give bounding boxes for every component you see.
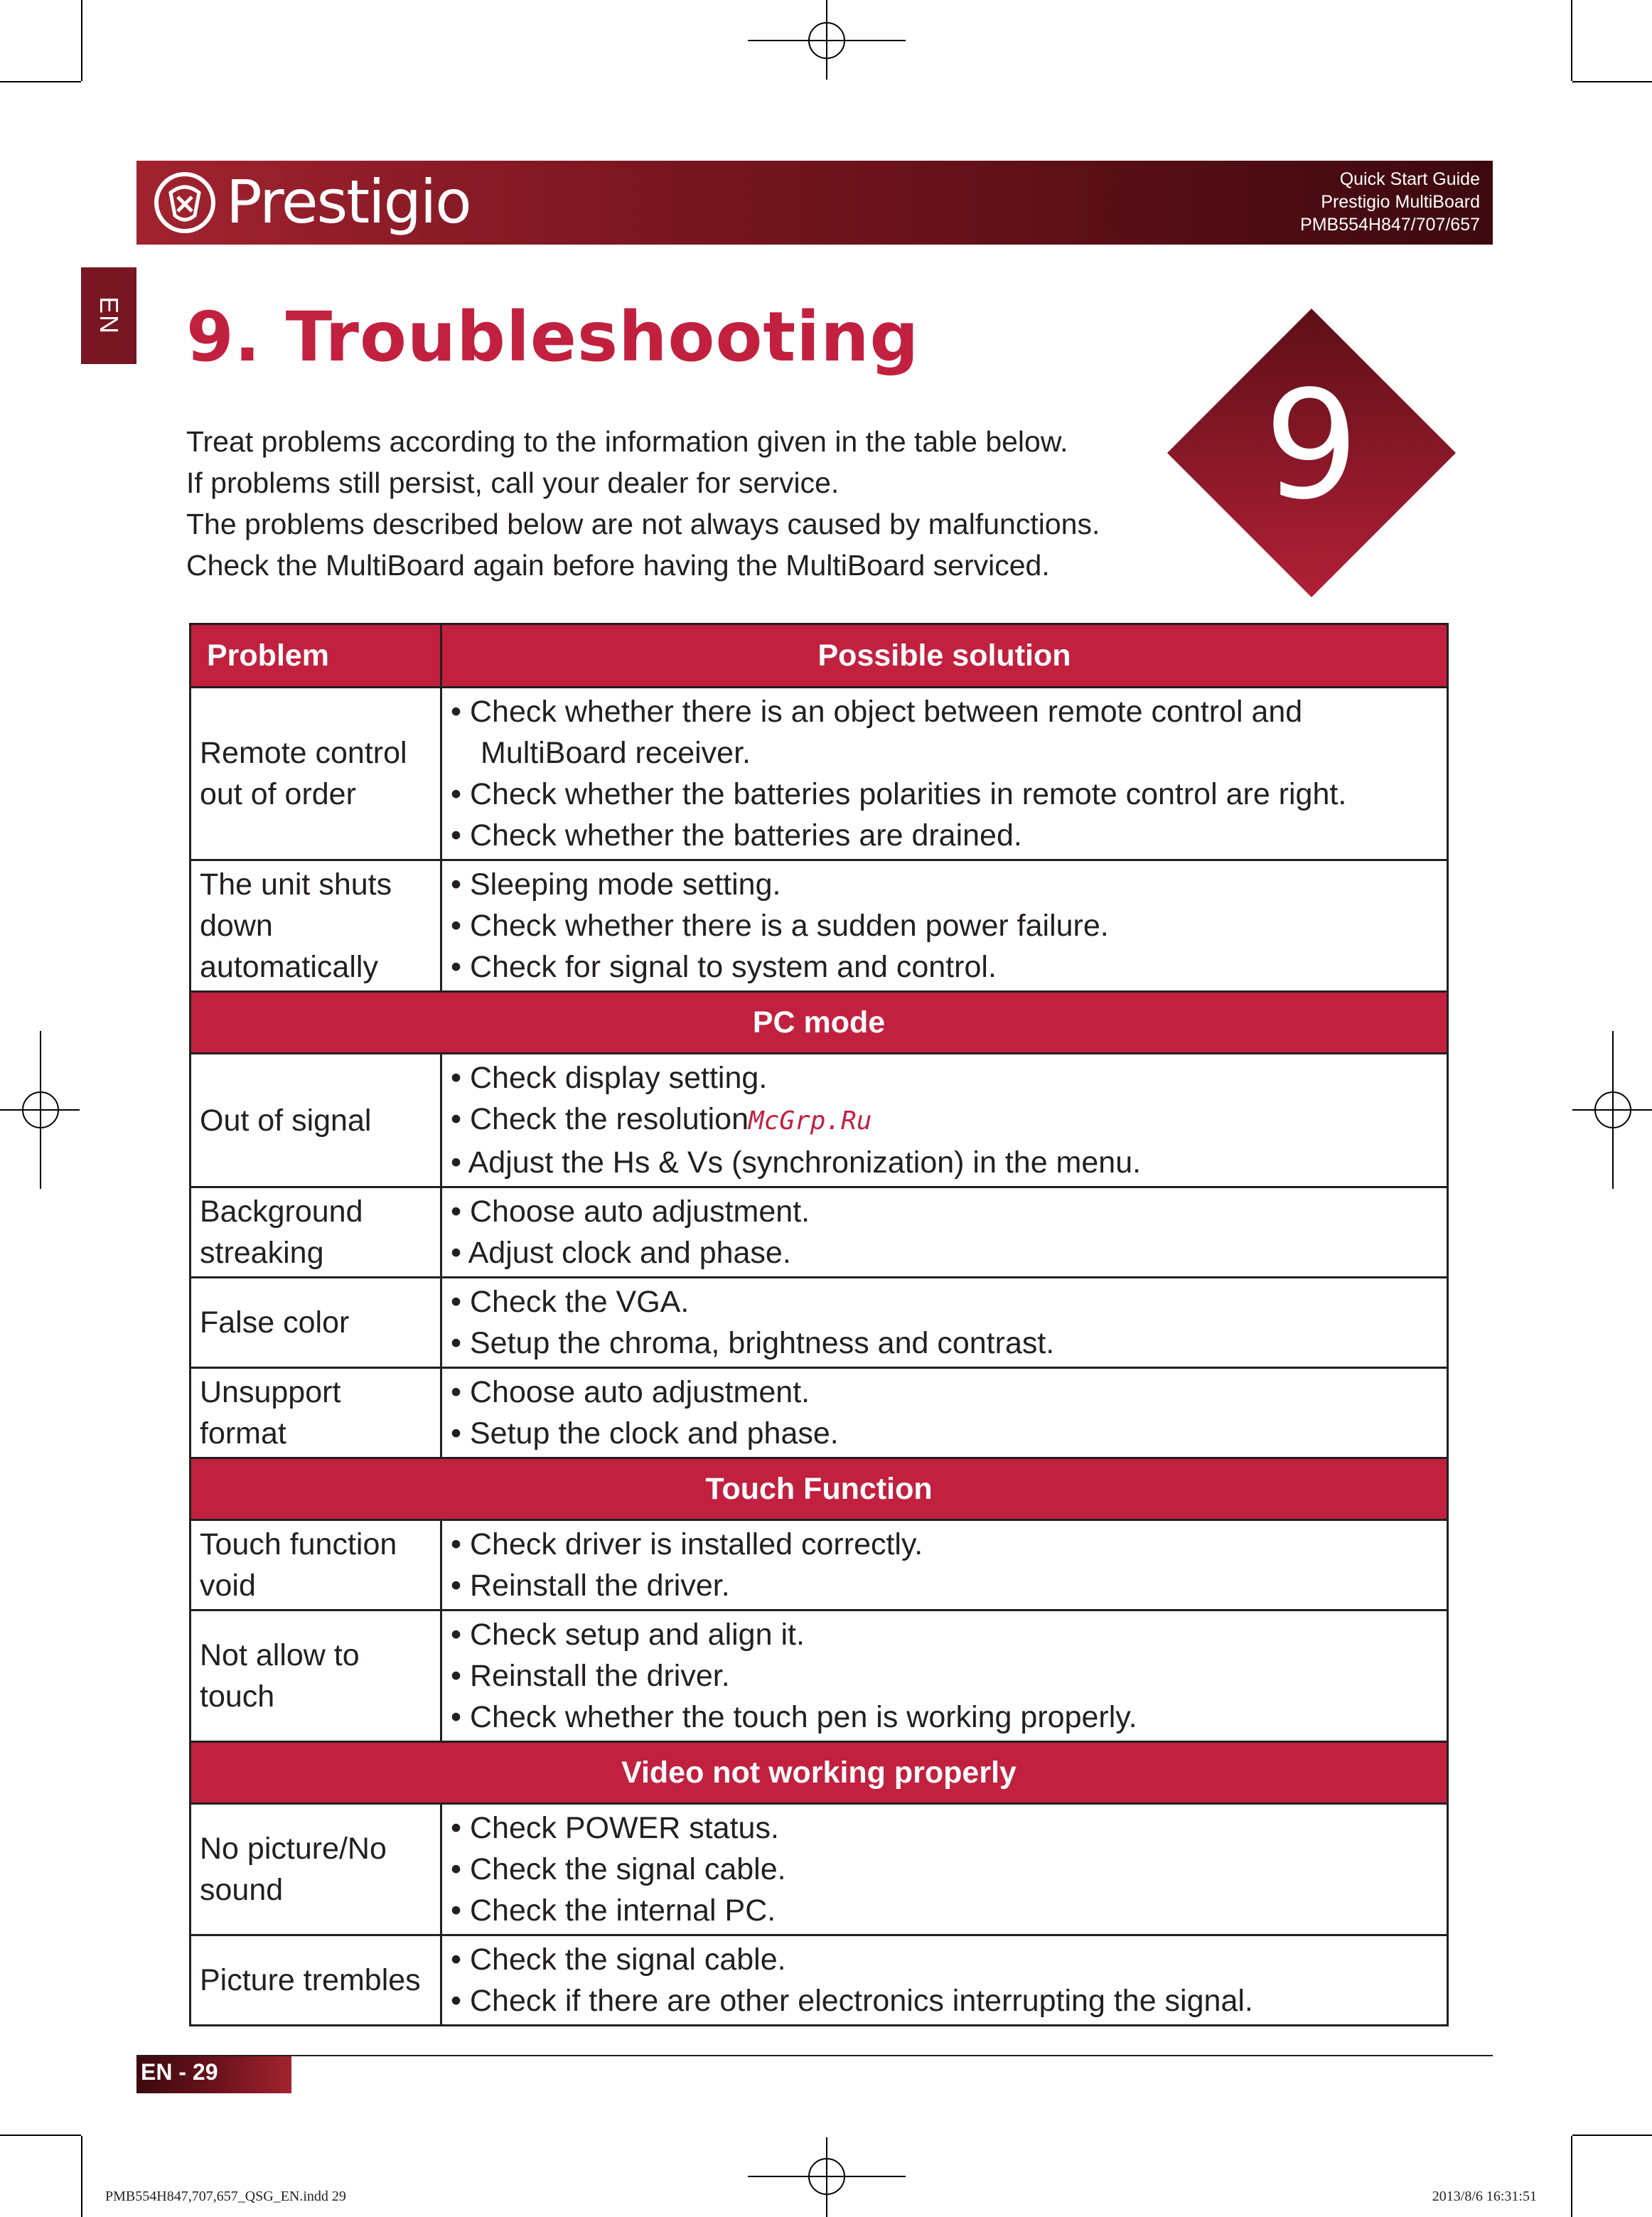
chapter-number: 9 — [1264, 358, 1359, 533]
product-name: Prestigio MultiBoard — [1321, 192, 1480, 212]
problem-cell: False color — [191, 1278, 441, 1368]
problem-cell: Not allow to touch — [191, 1610, 441, 1742]
crop-mark — [1571, 0, 1572, 81]
solution-item: • Check display setting. — [451, 1061, 768, 1095]
solution-item: • Reinstall the driver. — [451, 1659, 730, 1693]
solution-item: • Check whether there is a sudden power failure. — [451, 909, 1109, 943]
section-header-touch-function: Touch Function — [191, 1458, 1448, 1520]
watermark: McGrp.Ru — [749, 1106, 872, 1136]
prestigio-logo-icon — [154, 171, 216, 234]
table-row — [191, 1187, 1448, 1278]
solution-item-text: • Check the resolution — [451, 1102, 749, 1136]
solution-item: • Check whether there is an object between remote control and MultiBoard receiver. — [451, 695, 1303, 770]
brand-logo-text: Prestigio — [226, 167, 471, 237]
page-number: EN - 29 — [141, 2059, 218, 2085]
troubleshooting-table — [189, 623, 1449, 2026]
problem-cell: Unsupport format — [191, 1368, 441, 1458]
guide-title: Quick Start Guide — [1339, 169, 1480, 189]
solution-item: • Choose auto adjustment. — [451, 1195, 810, 1229]
chapter-diamond — [1167, 309, 1456, 597]
table-row — [191, 688, 1448, 860]
solution-item: • Check the VGA. — [451, 1285, 690, 1319]
footer-rule — [136, 2055, 1493, 2056]
solution-item: • Check setup and align it. — [451, 1618, 805, 1652]
solution-cell — [441, 688, 1448, 860]
crop-mark — [81, 2136, 82, 2217]
solution-item: • Check the signal cable. — [451, 1943, 786, 1977]
solution-cell — [441, 1610, 1448, 1742]
solution-item: • Check whether the batteries polarities in remote control are right. — [451, 777, 1347, 811]
intro-line: Check the MultiBoard again before having the MultiBoard serviced. — [186, 549, 1050, 582]
solution-cell — [441, 860, 1448, 992]
intro-line: If problems still persist, call your dealer for service. — [186, 466, 840, 499]
guide-info — [1300, 168, 1480, 236]
language-tab — [81, 267, 136, 364]
header-banner — [136, 161, 1493, 245]
solution-item: • Check the internal PC. — [451, 1893, 776, 1928]
intro-text — [186, 421, 1181, 586]
solution-cell — [441, 1368, 1448, 1458]
section-header-row — [191, 1742, 1448, 1804]
problem-cell: The unit shuts down automatically — [191, 860, 441, 992]
table-row — [191, 1368, 1448, 1458]
solution-item — [451, 1099, 1439, 1142]
problem-cell: Out of signal — [191, 1054, 441, 1187]
section-header-row — [191, 992, 1448, 1054]
page-title: 9. Troubleshooting — [186, 297, 920, 377]
solution-item: • Adjust the Hs & Vs (synchronization) in the menu. — [451, 1145, 1142, 1180]
solution-cell — [441, 1935, 1448, 2026]
problem-cell: Background streaking — [191, 1187, 441, 1278]
column-header-problem: Problem — [191, 624, 441, 688]
solution-item: • Setup the chroma, brightness and contrast. — [451, 1326, 1055, 1360]
problem-cell: Remote control out of order — [191, 688, 441, 860]
table-row — [191, 1520, 1448, 1610]
intro-line: The problems described below are not always caused by malfunctions. — [186, 508, 1100, 540]
solution-cell — [441, 1804, 1448, 1935]
section-header-pc-mode: PC mode — [191, 992, 1448, 1054]
problem-cell: Touch function void — [191, 1520, 441, 1610]
crop-mark — [81, 0, 82, 81]
crop-mark — [0, 81, 81, 82]
column-header-solution: Possible solution — [441, 624, 1448, 688]
solution-item: • Check POWER status. — [451, 1811, 779, 1845]
section-header-row — [191, 1458, 1448, 1520]
solution-item: • Setup the clock and phase. — [451, 1416, 839, 1451]
solution-item: • Sleeping mode setting. — [451, 867, 781, 902]
problem-cell: No picture/No sound — [191, 1804, 441, 1935]
language-tab-label: EN — [95, 296, 124, 336]
solution-cell — [441, 1054, 1448, 1187]
table-header-row — [191, 624, 1448, 688]
table-row — [191, 1054, 1448, 1187]
print-slug-date: 2013/8/6 16:31:51 — [1432, 2189, 1537, 2204]
table-row — [191, 1804, 1448, 1935]
solution-item: • Check driver is installed correctly. — [451, 1527, 923, 1561]
page-number-badge — [136, 2056, 291, 2093]
model-number: PMB554H847/707/657 — [1300, 215, 1480, 235]
table-row — [191, 860, 1448, 992]
solution-cell — [441, 1278, 1448, 1368]
solution-item: • Check the signal cable. — [451, 1852, 786, 1886]
solution-item: • Check whether the touch pen is working properly. — [451, 1700, 1137, 1734]
solution-item: • Choose auto adjustment. — [451, 1375, 810, 1409]
section-header-video: Video not working properly — [191, 1742, 1448, 1804]
table-row — [191, 1935, 1448, 2026]
print-slug-file: PMB554H847,707,657_QSG_EN.indd 29 — [105, 2189, 346, 2204]
table-row — [191, 1278, 1448, 1368]
crop-mark — [1571, 2136, 1572, 2217]
crop-mark — [0, 2135, 81, 2136]
solution-item: • Check whether the batteries are drained. — [451, 818, 1022, 853]
solution-cell — [441, 1520, 1448, 1610]
intro-line: Treat problems according to the information given in the table below. — [186, 425, 1068, 458]
solution-item: • Check for signal to system and control. — [451, 950, 997, 984]
problem-cell: Picture trembles — [191, 1935, 441, 2026]
solution-item: • Adjust clock and phase. — [451, 1236, 791, 1270]
solution-item: • Reinstall the driver. — [451, 1569, 730, 1603]
crop-mark — [1572, 81, 1652, 82]
solution-item: • Check if there are other electronics interrupting the signal. — [451, 1984, 1253, 2018]
table-row — [191, 1610, 1448, 1742]
crop-mark — [1572, 2135, 1652, 2136]
solution-cell — [441, 1187, 1448, 1278]
